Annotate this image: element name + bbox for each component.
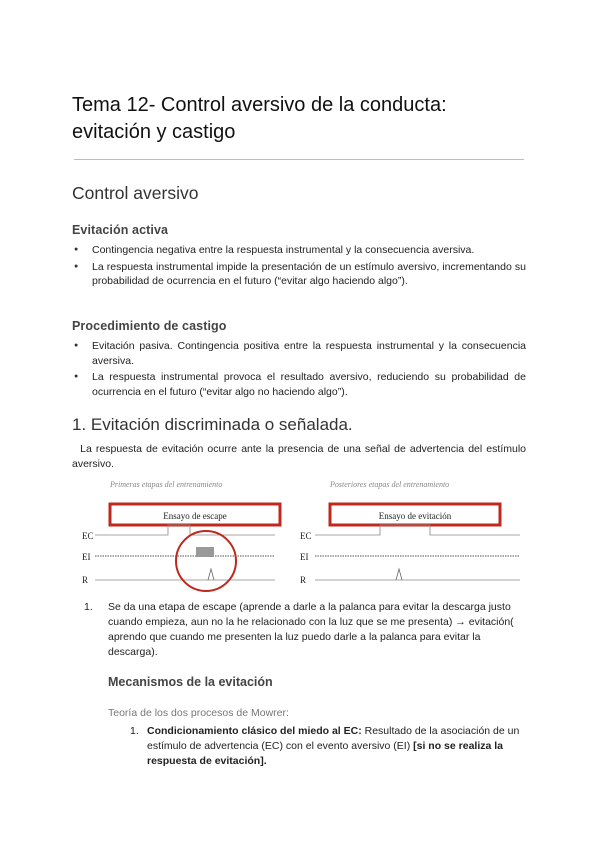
list-item: ● La respuesta instrumental provoca el resultado aversivo, reduciendo su probabilidad de ocurrencia en el futuro (“evitar algo no haciendo algo”).	[72, 370, 526, 399]
item-bold-tail: [si no se realiza la respuesta de evitación].	[147, 740, 504, 767]
bullet-list-castigo	[72, 339, 526, 401]
numbered-item-condicionamiento	[130, 724, 528, 769]
item-text: Se da una etapa de escape (aprende a darle a la palanca para evitar la descarga justo cuando empieza, aun no la he relacionado con la luz que se me presenta) → evitación( aprendo que cuando me presenten la luz puedo darle a la palanca para evitar la descarga).	[108, 601, 514, 658]
row-label-r-right: R	[300, 575, 307, 585]
escape-trial-label: Ensayo de escape	[163, 511, 227, 521]
title-line-2: evitación y castigo	[72, 121, 236, 143]
bullet-list-evitacion	[72, 243, 526, 291]
list-item: ● La respuesta instrumental impide la presentación de un estímulo aversivo, incrementando su probabilidad de ocurrencia en el futuro (“evitar algo haciendo algo”).	[72, 260, 526, 289]
response-peak-right	[396, 569, 402, 580]
avoidance-figure	[80, 490, 530, 600]
paragraph-text: La respuesta de evitación ocurre ante la presencia de una señal de advertencia del estímulo aversivo.	[72, 443, 526, 470]
row-label-ec-right: EC	[300, 531, 312, 541]
response-peak-left	[208, 569, 214, 580]
item-bold-lead: Condicionamiento clásico del miedo al EC:	[147, 725, 362, 737]
avoidance-trial-label: Ensayo de evitación	[378, 511, 452, 521]
section-heading-control: Control aversivo	[72, 183, 199, 203]
caption-right: Posteriores etapas del entrenamiento	[330, 480, 450, 489]
row-label-r-left: R	[82, 575, 89, 585]
section-heading-discriminada: 1. Evitación discriminada o señalada.	[72, 415, 353, 434]
paragraph-discriminada	[72, 442, 526, 472]
shock-block	[196, 547, 214, 557]
row-label-ei-right: EI	[300, 552, 309, 562]
row-label-ei-left: EI	[82, 552, 91, 562]
row-label-ec-left: EC	[82, 531, 94, 541]
title-line-1: Tema 12- Control aversivo de la conducta:	[72, 94, 447, 116]
list-item: ● Contingencia negativa entre la respuesta instrumental y la consecuencia aversiva.	[72, 243, 526, 258]
escape-highlight-circle	[176, 531, 236, 591]
item-number: 1.	[130, 725, 139, 737]
title-divider	[74, 159, 524, 160]
heading-mecanismos: Mecanismos de la evitación	[108, 675, 273, 689]
list-item: ● Evitación pasiva. Contingencia positiva entre la respuesta instrumental y la consecuencia aversiva.	[72, 339, 526, 368]
caption-left: Primeras etapas del entrenamiento	[110, 480, 223, 489]
numbered-item-escape	[84, 600, 528, 660]
item-text	[147, 724, 528, 769]
heading-evitacion-activa: Evitación activa	[72, 223, 169, 237]
subheading-mowrer: Teoría de los dos procesos de Mowrer:	[108, 707, 289, 719]
page-title	[72, 92, 542, 146]
item-number: 1.	[84, 601, 93, 613]
heading-castigo: Procedimiento de castigo	[72, 319, 227, 333]
item-body: Resultado de la asociación de un estímulo de advertencia (EC) con el evento aversivo (EI)	[147, 725, 520, 752]
